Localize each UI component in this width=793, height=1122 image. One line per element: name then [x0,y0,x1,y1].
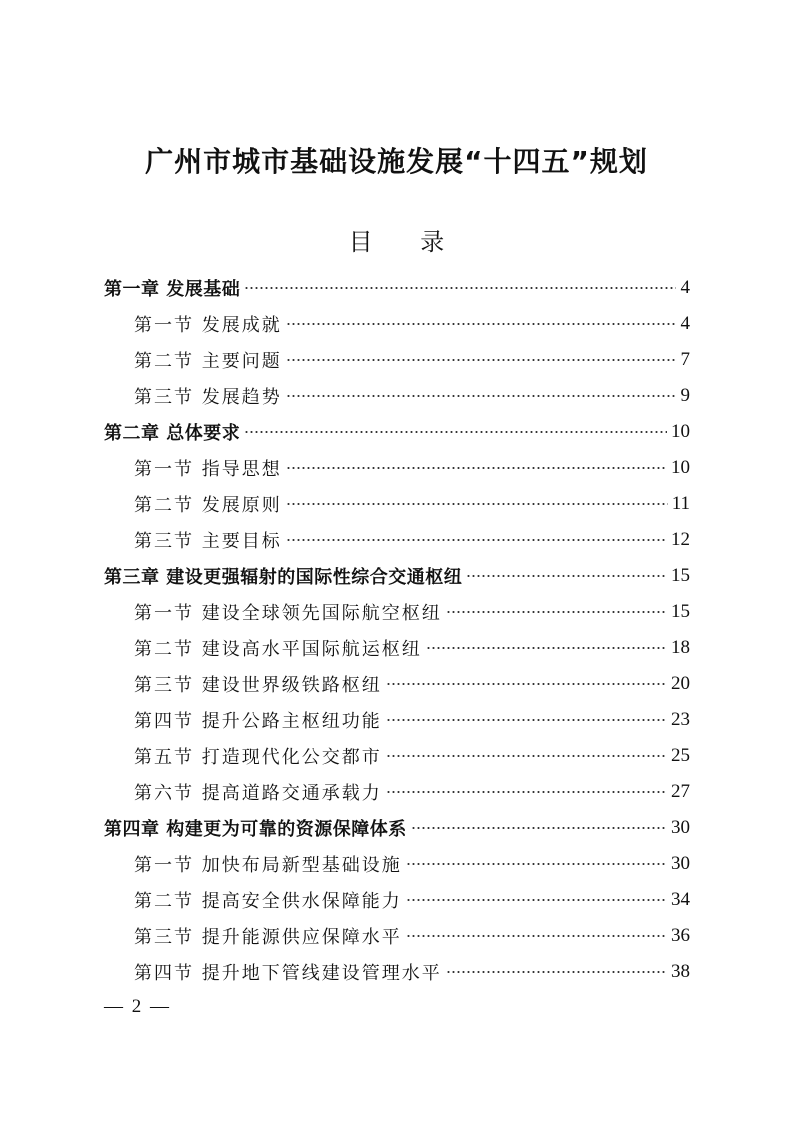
dot-leader [406,935,667,937]
dot-leader [286,323,676,325]
dot-leader [411,827,667,829]
toc-entry-label: 第二节 建设高水平国际航运枢纽 [134,639,422,660]
toc-entry-label: 第一节 发展成就 [134,315,282,336]
dot-leader [446,611,667,613]
dot-leader [426,647,667,649]
toc-entry-label: 第一节 建设全球领先国际航空枢纽 [134,603,442,624]
toc-entry-section-3-6[interactable] [104,774,690,810]
toc-entry-page: 25 [671,745,690,766]
toc-entry-label: 第三节 提升能源供应保障水平 [134,927,402,948]
toc-entry-section-3-2[interactable] [104,630,690,666]
toc-entry-page: 20 [671,673,690,694]
toc-entry-page: 27 [671,781,690,802]
dot-leader [446,971,667,973]
toc-entry-page: 4 [680,277,690,298]
dot-leader [466,575,667,577]
toc-entry-page: 36 [671,925,690,946]
dot-leader [386,791,667,793]
page-number-footer: — 2 — [104,996,171,1017]
toc-entry-section-1-3[interactable] [104,378,690,414]
toc-entry-section-1-2[interactable] [104,342,690,378]
toc-entry-page: 10 [671,421,690,442]
dot-leader [286,503,668,505]
toc-heading: 目 录 [348,228,465,256]
dot-leader [406,863,667,865]
toc-entry-section-3-3[interactable] [104,666,690,702]
toc-entry-label: 第二节 发展原则 [134,495,282,516]
toc-entry-page: 30 [671,853,690,874]
toc-entry-chapter-3[interactable] [104,558,690,594]
dot-leader [406,899,667,901]
toc-entry-label: 第三节 发展趋势 [134,387,282,408]
dot-leader [244,287,676,289]
toc-entry-section-4-2[interactable] [104,882,690,918]
dot-leader [286,467,667,469]
toc-entry-chapter-2[interactable] [104,414,690,450]
toc-entry-label: 第二节 主要问题 [134,351,282,372]
toc-entry-page: 15 [671,601,690,622]
toc-entry-label: 第三节 建设世界级铁路枢纽 [134,675,382,696]
toc-entry-label: 第三章 建设更强辐射的国际性综合交通枢纽 [104,567,463,588]
toc-entry-label: 第一节 指导思想 [134,459,282,480]
toc-entry-chapter-4[interactable] [104,810,690,846]
dot-leader [386,683,667,685]
toc-entry-label: 第三节 主要目标 [134,531,282,552]
toc-entry-page: 7 [680,349,690,370]
dot-leader [286,539,667,541]
toc-entry-section-4-1[interactable] [104,846,690,882]
toc-entry-page: 9 [680,385,690,406]
toc-entry-section-2-3[interactable] [104,522,690,558]
toc-entry-label: 第一章 发展基础 [104,279,241,300]
toc-entry-section-3-4[interactable] [104,702,690,738]
toc-entry-chapter-1[interactable] [104,270,690,306]
toc-entry-page: 15 [671,565,690,586]
toc-entry-label: 第四节 提升公路主枢纽功能 [134,711,382,732]
toc-entry-label: 第四章 构建更为可靠的资源保障体系 [104,819,407,840]
toc-entry-label: 第五节 打造现代化公交都市 [134,747,382,768]
dot-leader [386,719,667,721]
toc-entry-label: 第一节 加快布局新型基础设施 [134,855,402,876]
dot-leader [286,359,676,361]
toc-entry-label: 第二章 总体要求 [104,423,241,444]
toc-entry-section-3-1[interactable] [104,594,690,630]
toc-entry-label: 第四节 提升地下管线建设管理水平 [134,963,442,984]
toc-entry-page: 30 [671,817,690,838]
document-title: 广州市城市基础设施发展“十四五”规划 [145,145,648,178]
toc-entry-page: 34 [671,889,690,910]
table-of-contents [104,270,690,990]
toc-entry-section-2-2[interactable] [104,486,690,522]
dot-leader [244,431,667,433]
toc-entry-page: 11 [671,493,690,514]
dot-leader [386,755,667,757]
toc-entry-page: 23 [671,709,690,730]
toc-entry-section-4-3[interactable] [104,918,690,954]
toc-entry-page: 10 [671,457,690,478]
toc-entry-label: 第六节 提高道路交通承载力 [134,783,382,804]
toc-entry-page: 12 [671,529,690,550]
toc-entry-label: 第二节 提高安全供水保障能力 [134,891,402,912]
toc-entry-section-1-1[interactable] [104,306,690,342]
dot-leader [286,395,676,397]
toc-entry-page: 18 [671,637,690,658]
toc-entry-page: 38 [671,961,690,982]
toc-entry-section-3-5[interactable] [104,738,690,774]
toc-entry-section-2-1[interactable] [104,450,690,486]
toc-entry-page: 4 [680,313,690,334]
toc-entry-section-4-4[interactable] [104,954,690,990]
